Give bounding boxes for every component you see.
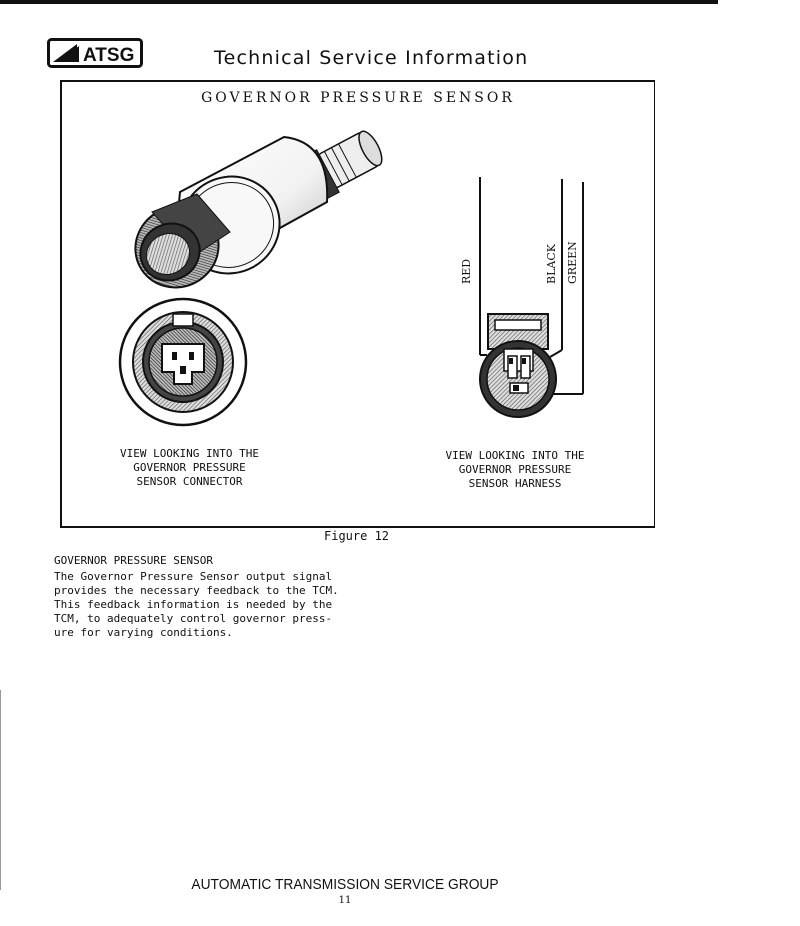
caption-connector-view: VIEW LOOKING INTO THE GOVERNOR PRESSURE SENSOR CONNECTOR	[119, 447, 260, 488]
svg-text:ATSG: ATSG	[83, 45, 135, 66]
left-edge-rule	[0, 690, 1, 890]
figure-frame	[60, 80, 655, 528]
top-rule	[0, 0, 718, 4]
page-number: 11	[338, 895, 352, 906]
wire-label-green: GREEN	[566, 241, 579, 284]
section-body-text: The Governor Pressure Sensor output signal provides the necessary feedback to the TCM. This feedback information is needed by the TCM, to adequately control governor press- ure for varying conditions.	[54, 570, 339, 639]
footer-organization: AUTOMATIC TRANSMISSION SERVICE GROUP	[191, 876, 499, 893]
header-title: Technical Service Information	[214, 47, 529, 69]
connector-face-drawing	[120, 299, 246, 425]
sensor-body-drawing	[121, 123, 389, 302]
wire-label-red: RED	[460, 258, 473, 284]
figure-number-label: Figure 12	[324, 529, 390, 543]
caption-harness-view: VIEW LOOKING INTO THE GOVERNOR PRESSURE SENSOR HARNESS	[445, 449, 585, 490]
atsg-logo	[47, 38, 143, 68]
section-heading: GOVERNOR PRESSURE SENSOR	[54, 554, 213, 567]
harness-face-drawing	[480, 314, 556, 417]
figure-title: GOVERNOR PRESSURE SENSOR	[201, 90, 515, 106]
wire-label-black: BLACK	[545, 244, 558, 284]
